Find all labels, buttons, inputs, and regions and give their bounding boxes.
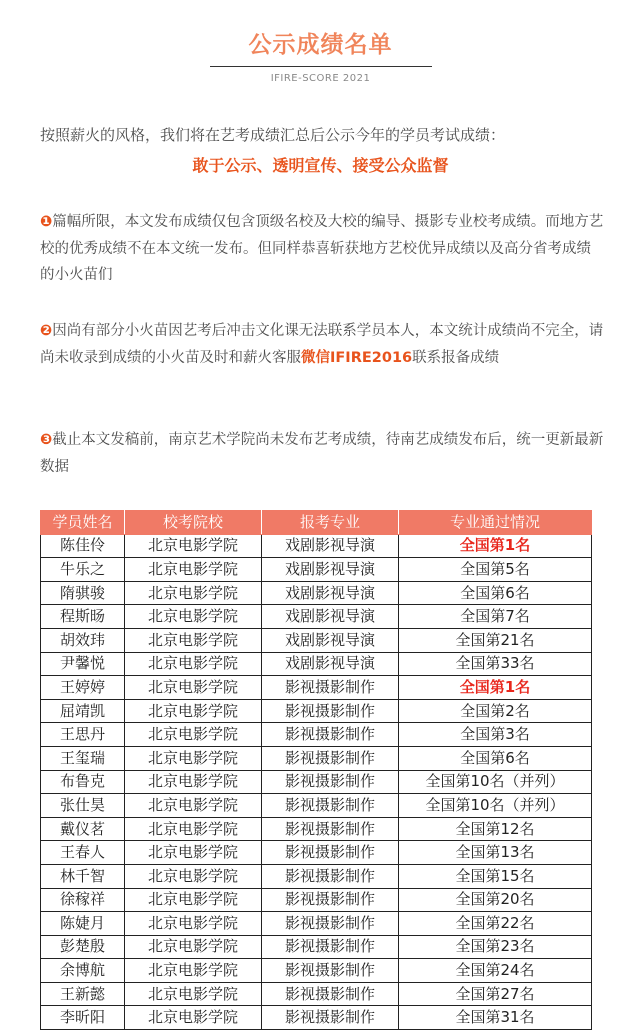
school-cell: 北京电影学院	[125, 746, 262, 770]
student-name-cell: 张仕昊	[41, 794, 125, 818]
note-number-1: ❶	[40, 214, 53, 230]
major-cell: 影视摄影制作	[262, 982, 399, 1006]
school-cell: 北京电影学院	[125, 912, 262, 936]
major-cell: 影视摄影制作	[262, 841, 399, 865]
table-row	[41, 817, 592, 841]
table-row	[41, 652, 592, 676]
major-cell: 影视摄影制作	[262, 746, 399, 770]
table-row	[41, 746, 592, 770]
major-cell: 影视摄影制作	[262, 794, 399, 818]
student-name-cell: 牛乐之	[41, 558, 125, 582]
table-row	[41, 581, 592, 605]
school-cell: 北京电影学院	[125, 1006, 262, 1030]
table-row	[41, 699, 592, 723]
result-cell: 全国第7名	[399, 605, 592, 629]
note-text-3: 截止本文发稿前，南京艺术学院尚未发布艺考成绩，待南艺成绩发布后，统一更新最新数据	[40, 432, 604, 475]
major-cell: 影视摄影制作	[262, 723, 399, 747]
major-cell: 影视摄影制作	[262, 676, 399, 700]
major-cell: 影视摄影制作	[262, 770, 399, 794]
header-school: 校考院校	[125, 511, 262, 535]
result-cell: 全国第6名	[399, 746, 592, 770]
result-cell: 全国第3名	[399, 723, 592, 747]
result-cell: 全国第10名（并列）	[399, 794, 592, 818]
major-cell: 影视摄影制作	[262, 864, 399, 888]
table-row	[41, 959, 592, 983]
table-row	[41, 558, 592, 582]
note-text-2-after: 联系报备成绩	[412, 349, 500, 366]
table-row	[41, 723, 592, 747]
table-row	[41, 676, 592, 700]
major-cell: 戏剧影视导演	[262, 558, 399, 582]
page-subtitle: IFIRE-SCORE 2021	[270, 73, 371, 84]
result-cell: 全国第10名（并列）	[399, 770, 592, 794]
wechat-id: 微信IFIRE2016	[301, 349, 413, 366]
student-name-cell: 程斯旸	[41, 605, 125, 629]
student-name-cell: 王春人	[41, 841, 125, 865]
major-cell: 影视摄影制作	[262, 1006, 399, 1030]
student-name-cell: 王思丹	[41, 723, 125, 747]
student-name-cell: 屈靖凯	[41, 699, 125, 723]
school-cell: 北京电影学院	[125, 864, 262, 888]
major-cell: 影视摄影制作	[262, 888, 399, 912]
school-cell: 北京电影学院	[125, 628, 262, 652]
header-result: 专业通过情况	[399, 511, 592, 535]
major-cell: 戏剧影视导演	[262, 581, 399, 605]
table-row	[41, 841, 592, 865]
major-cell: 戏剧影视导演	[262, 605, 399, 629]
student-name-cell: 彭楚殷	[41, 935, 125, 959]
major-cell: 影视摄影制作	[262, 912, 399, 936]
intro-text: 按照薪火的风格，我们将在艺考成绩汇总后公示今年的学员考试成绩：	[40, 126, 506, 144]
student-name-cell: 李昕阳	[41, 1006, 125, 1030]
score-table	[40, 510, 592, 1030]
student-name-cell: 陈佳伶	[41, 534, 125, 558]
note-1	[40, 209, 604, 289]
table-row	[41, 605, 592, 629]
school-cell: 北京电影学院	[125, 534, 262, 558]
header-major: 报考专业	[262, 511, 399, 535]
result-cell: 全国第2名	[399, 699, 592, 723]
student-name-cell: 余博航	[41, 959, 125, 983]
table-body	[41, 534, 592, 1029]
result-cell: 全国第31名	[399, 1006, 592, 1030]
school-cell: 北京电影学院	[125, 581, 262, 605]
school-cell: 北京电影学院	[125, 699, 262, 723]
note-text-2-before: 因尚有部分小火苗因艺考后冲击文化课无法联系学员本人，本文统计成绩尚不完全，请尚未收录到成绩的小火苗及时和薪火客服	[40, 323, 604, 366]
student-name-cell: 尹馨悦	[41, 652, 125, 676]
student-name-cell: 胡效玮	[41, 628, 125, 652]
major-cell: 影视摄影制作	[262, 817, 399, 841]
note-3	[40, 427, 604, 480]
table-row	[41, 935, 592, 959]
student-name-cell: 王婷婷	[41, 676, 125, 700]
student-name-cell: 布鲁克	[41, 770, 125, 794]
school-cell: 北京电影学院	[125, 770, 262, 794]
table-row	[41, 982, 592, 1006]
result-cell: 全国第12名	[399, 817, 592, 841]
table-row	[41, 912, 592, 936]
note-number-2: ❷	[40, 323, 53, 339]
slogan: 敢于公示、透明宣传、接受公众监督	[192, 156, 449, 175]
school-cell: 北京电影学院	[125, 817, 262, 841]
result-cell: 全国第1名	[399, 676, 592, 700]
result-cell: 全国第23名	[399, 935, 592, 959]
school-cell: 北京电影学院	[125, 652, 262, 676]
student-name-cell: 林千智	[41, 864, 125, 888]
header	[0, 28, 641, 84]
title-divider	[210, 66, 432, 67]
table-row	[41, 888, 592, 912]
major-cell: 戏剧影视导演	[262, 652, 399, 676]
result-cell: 全国第22名	[399, 912, 592, 936]
result-cell: 全国第24名	[399, 959, 592, 983]
result-cell: 全国第33名	[399, 652, 592, 676]
page-title: 公示成绩名单	[248, 32, 393, 58]
table-row	[41, 628, 592, 652]
school-cell: 北京电影学院	[125, 935, 262, 959]
header-name: 学员姓名	[41, 511, 125, 535]
school-cell: 北京电影学院	[125, 605, 262, 629]
table-row	[41, 864, 592, 888]
school-cell: 北京电影学院	[125, 841, 262, 865]
result-cell: 全国第1名	[399, 534, 592, 558]
school-cell: 北京电影学院	[125, 982, 262, 1006]
major-cell: 影视摄影制作	[262, 935, 399, 959]
student-name-cell: 陈婕月	[41, 912, 125, 936]
student-name-cell: 戴仪茗	[41, 817, 125, 841]
note-number-3: ❸	[40, 432, 53, 448]
table-row	[41, 794, 592, 818]
school-cell: 北京电影学院	[125, 558, 262, 582]
table-row	[41, 770, 592, 794]
school-cell: 北京电影学院	[125, 888, 262, 912]
result-cell: 全国第15名	[399, 864, 592, 888]
result-cell: 全国第20名	[399, 888, 592, 912]
result-cell: 全国第27名	[399, 982, 592, 1006]
student-name-cell: 王新懿	[41, 982, 125, 1006]
result-cell: 全国第5名	[399, 558, 592, 582]
major-cell: 影视摄影制作	[262, 699, 399, 723]
note-text-1: 篇幅所限，本文发布成绩仅包含顶级名校及大校的编导、摄影专业校考成绩。而地方艺校的优秀成绩不在本文统一发布。但同样恭喜斩获地方艺校优异成绩以及高分省考成绩的小火苗们	[40, 214, 604, 283]
school-cell: 北京电影学院	[125, 794, 262, 818]
school-cell: 北京电影学院	[125, 723, 262, 747]
student-name-cell: 王玺瑞	[41, 746, 125, 770]
school-cell: 北京电影学院	[125, 676, 262, 700]
table-row	[41, 1006, 592, 1030]
result-cell: 全国第13名	[399, 841, 592, 865]
student-name-cell: 徐稼祥	[41, 888, 125, 912]
major-cell: 戏剧影视导演	[262, 628, 399, 652]
major-cell: 影视摄影制作	[262, 959, 399, 983]
student-name-cell: 隋骐骏	[41, 581, 125, 605]
result-cell: 全国第21名	[399, 628, 592, 652]
school-cell: 北京电影学院	[125, 959, 262, 983]
table-row	[41, 534, 592, 558]
major-cell: 戏剧影视导演	[262, 534, 399, 558]
table-header-row	[41, 511, 592, 535]
result-cell: 全国第6名	[399, 581, 592, 605]
note-2	[40, 318, 604, 371]
